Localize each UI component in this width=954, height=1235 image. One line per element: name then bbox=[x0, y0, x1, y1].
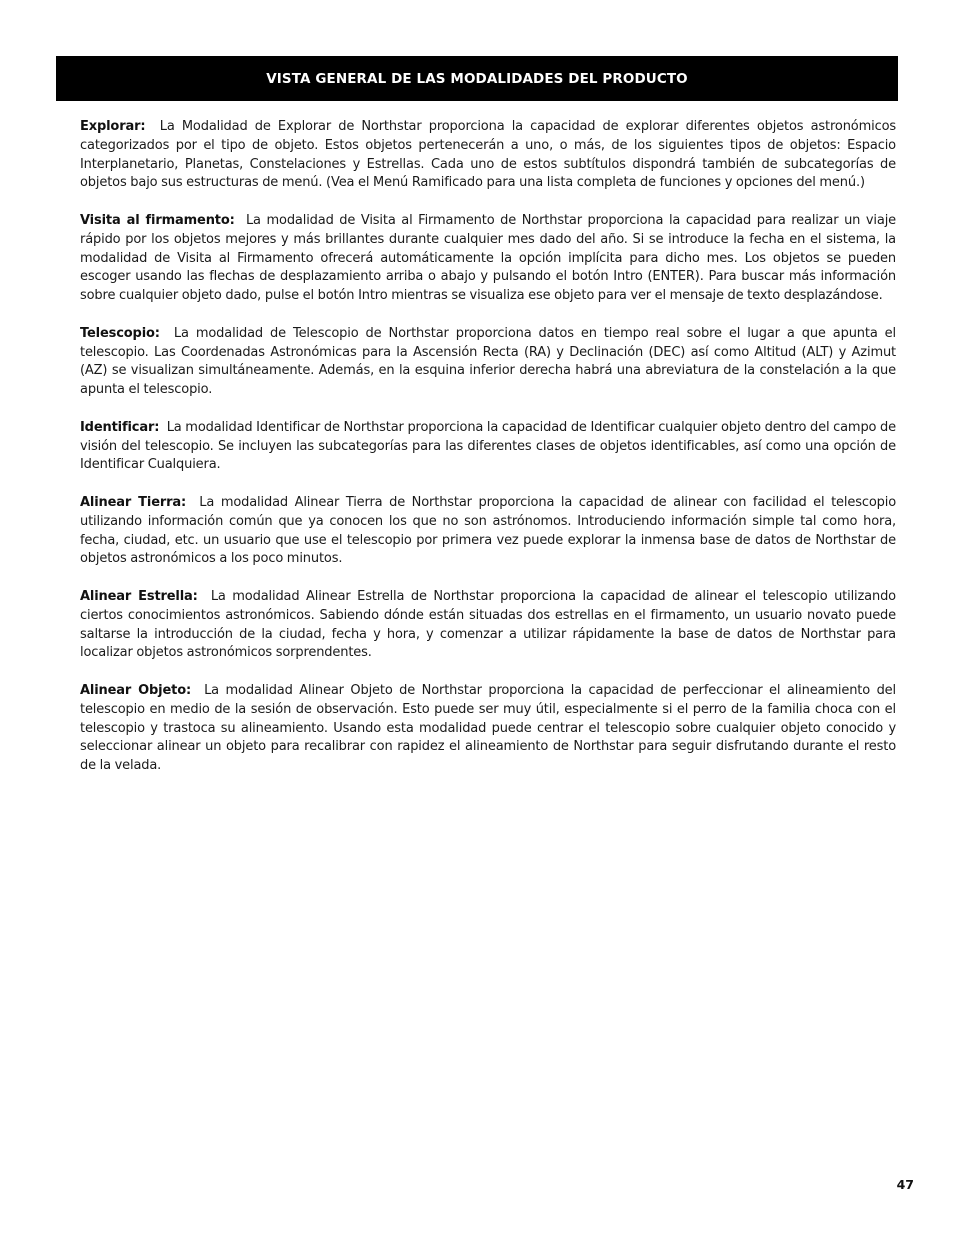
mode-text: La Modalidad de Explorar de Northstar proporciona la capacidad de explorar diferentes objetos astronómicos categorizados por el tipo de objeto. Estos objetos pertenecerán a uno, o más, de los siguientes tipos de objetos: Espacio Interplanetario, Planetas, Constelaciones y Estrellas. Cada uno de estos subtítulos dispondrá también de subcategorías de objetos bajo sus estructuras de menú. (Vea el Menú Ramificado para una lista completa de funciones y opciones del menú.) bbox=[80, 119, 896, 191]
mode-text: La modalidad Alinear Estrella de Northstar proporciona la capacidad de alinear el telescopio utilizando ciertos conocimientos astronómicos. Sabiendo dónde están situadas dos estrellas en el firmamento, un usuario novato puede saltarse la introducción de la ciudad, fecha y hora, y comenzar a utilizar rápidamente la base de datos de Northstar para localizar objetos astronómicos sorprendentes. bbox=[80, 588, 896, 661]
mode-description-explorar bbox=[80, 118, 896, 193]
mode-term: Alinear Tierra: bbox=[80, 494, 187, 510]
mode-description-telescopio bbox=[80, 325, 896, 400]
mode-text: La modalidad de Telescopio de Northstar proporciona datos en tiempo real sobre el lugar a que apunta el telescopio. Las Coordenadas Astronómicas para la Ascensión Recta (RA) y Declinación (DEC) así como Altitud (ALT) y Azimut (AZ) se visualizan simultáneamente. Además, en la esquina inferior derecha habrá una abreviatura de la constelación a la que apunta el telescopio. bbox=[80, 325, 896, 398]
mode-text: La modalidad de Visita al Firmamento de Northstar proporciona la capacidad para realizar un viaje rápido por los objetos mejores y más brillantes durante cualquier mes dado del año. Si se introduce la fecha en el sistema, la modalidad de Visita al Firmamento ofrecerá automáticamente la opción implícita para dicho mes. Los objetos se pueden escoger usando las flechas de desplazamiento arriba o abajo y pulsando el botón Intro (ENTER). Para buscar más información sobre cualquier objeto dado, pulse el botón Intro mientras se visualiza ese objeto para ver el mensaje de texto desplazándose. bbox=[80, 212, 897, 304]
body-content bbox=[80, 118, 896, 795]
mode-text: La modalidad Identificar de Northstar proporciona la capacidad de Identificar cualquier objeto dentro del campo de visión del telescopio. Se incluyen las subcategorías para las diferentes clases de objetos identificables, así como una opción de Identificar Cualquiera. bbox=[80, 419, 896, 473]
mode-term: Alinear Estrella: bbox=[80, 588, 198, 604]
mode-term: Identificar: bbox=[80, 419, 160, 435]
mode-text: La modalidad Alinear Tierra de Northstar proporciona la capacidad de alinear con facilidad el telescopio utilizando información común que ya conocen los que no son astrónomos. Introduciendo información simple tal como hora, fecha, ciudad, etc. un usuario que use el telescopio por primera vez puede explorar la inmensa base de datos de Northstar de objetos astronómicos a los poco minutos. bbox=[80, 494, 896, 567]
mode-description-alinear-estrella bbox=[80, 588, 896, 663]
page-number: 47 bbox=[896, 1177, 914, 1192]
mode-description-identificar bbox=[80, 419, 896, 475]
mode-term: Explorar: bbox=[80, 119, 146, 134]
mode-description-visita-al-firmamento bbox=[80, 212, 896, 306]
mode-description-alinear-objeto bbox=[80, 682, 896, 776]
section-header-bar bbox=[56, 56, 898, 101]
section-title: VISTA GENERAL DE LAS MODALIDADES DEL PRODUCTO bbox=[266, 71, 688, 87]
mode-term: Alinear Objeto: bbox=[80, 682, 192, 698]
mode-term: Telescopio: bbox=[80, 325, 160, 341]
mode-description-alinear-tierra bbox=[80, 494, 896, 569]
mode-text: La modalidad Alinear Objeto de Northstar proporciona la capacidad de perfeccionar el alineamiento del telescopio en medio de la sesión de observación. Esto puede ser muy útil, especialmente si el perro de la familia choca con el telescopio y trastoca su alineamiento. Usando esta modalidad puede centrar el telescopio sobre cualquier objeto conocido y seleccionar alinear un objeto para recalibrar con rapidez el alineamiento de Northstar para seguir disfrutando durante el resto de la velada. bbox=[80, 682, 896, 774]
mode-term: Visita al firmamento: bbox=[80, 212, 235, 228]
